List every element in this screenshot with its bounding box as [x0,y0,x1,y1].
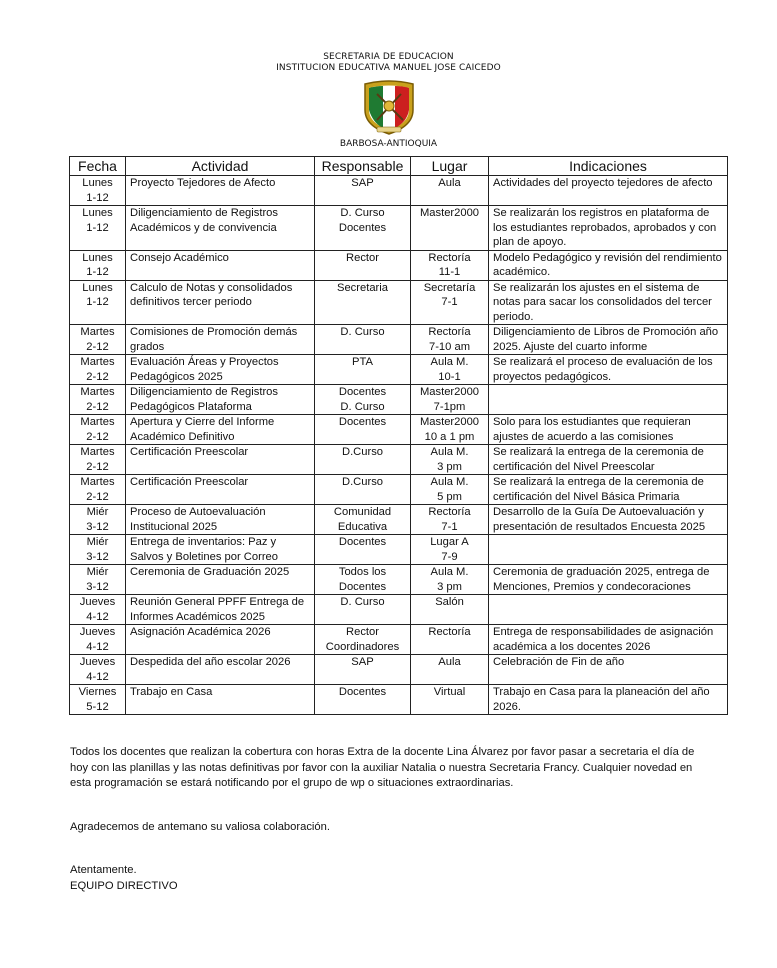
indicaciones-cell [489,505,728,535]
fecha-cell-line: Viernes [78,686,117,698]
responsable-cell [315,280,411,325]
fecha-cell-line: Jueves [79,596,116,608]
lugar-cell [411,625,489,655]
fecha-cell [70,505,126,535]
lugar-cell [411,325,489,355]
table-row [70,206,728,251]
actividad-cell [126,535,315,565]
fecha-cell-line: Lunes [82,207,113,219]
fecha-cell-line: 1-12 [86,296,109,308]
actividad-cell [126,625,315,655]
fecha-cell-line: 1-12 [86,221,109,234]
actividad-cell-text: Trabajo en Casa [130,686,213,698]
indicaciones-cell-text: Se realizará la entrega de la ceremonia de certificación del Nivel Básica Primaria [493,476,704,503]
table-row [70,250,728,280]
lugar-cell [411,280,489,325]
fecha-cell-line: Miér [86,536,109,548]
fecha-cell-line: Martes [80,476,115,488]
responsable-cell [315,505,411,535]
table-row [70,415,728,445]
table-row [70,445,728,475]
fecha-cell-line: Lunes [82,281,113,294]
actividad-cell-text: Certificación Preescolar [130,446,249,458]
column-header: Fecha [70,157,126,176]
fecha-cell-line: 3-12 [86,520,109,533]
actividad-cell [126,445,315,475]
actividad-cell [126,250,315,280]
indicaciones-cell [489,475,728,505]
lugar-cell [411,475,489,505]
actividad-cell [126,655,315,685]
lugar-cell [411,505,489,535]
responsable-cell-line: PTA [352,356,373,368]
document-header [0,52,777,149]
fecha-cell-line: Martes [80,356,115,368]
indicaciones-cell [489,355,728,385]
responsable-cell [315,415,411,445]
lugar-cell [411,595,489,625]
fecha-cell [70,565,126,595]
lugar-cell-line: Rectoría [428,326,471,338]
lugar-cell-line: Secretaría [423,281,476,294]
city-label: BARBOSA-ANTIOQUIA [339,139,438,149]
table-row [70,505,728,535]
fecha-cell-line: Jueves [79,626,116,638]
fecha-cell-line: Martes [80,386,115,398]
fecha-cell [70,280,126,325]
fecha-cell-line: Lunes [82,177,113,189]
indicaciones-cell-text: Solo para los estudiantes que requieran ajustes de acuerdo a las comisiones [493,416,691,443]
indicaciones-cell [489,280,728,325]
indicaciones-cell [489,385,728,415]
indicaciones-cell-text: Modelo Pedagógico y revisión del rendimiento académico. [493,251,722,278]
lugar-cell-line: Virtual [433,686,466,698]
lugar-cell-line: Aula M. [430,356,469,368]
column-header: Actividad [126,157,315,176]
fecha-cell-line: 2-12 [86,430,109,443]
indicaciones-cell [489,206,728,251]
responsable-cell [315,250,411,280]
fecha-cell [70,325,126,355]
actividad-cell [126,505,315,535]
lugar-cell-line: Rectoría [428,506,471,518]
actividad-cell-text: Diligenciamiento de Registros Pedagógicos Plataforma [130,386,278,413]
responsable-cell [315,565,411,595]
schedule-body [70,176,728,715]
lugar-cell-line: Aula M. [430,446,469,458]
lugar-cell-line: Master2000 [419,386,480,398]
fecha-cell-line: 4-12 [86,640,109,653]
actividad-cell-text: Evaluación Áreas y Proyectos Pedagógicos 2025 [130,356,279,383]
lugar-cell-line: 3 pm [437,460,462,473]
responsable-cell [315,655,411,685]
indicaciones-cell [489,535,728,565]
actividad-cell [126,355,315,385]
notes-paragraph: Todos los docentes que realizan la cobertura con horas Extra de la docente Lina Álvarez por favor pasar a secretaria el día de hoy con las planillas y las notas definitivas por favor con la auxiliar Natalia o nuestra Secretaria Francy. Cualquier novedad en esta programación se estará notificando por el grupo de wp o situaciones extraordinarias. [70,746,695,789]
lugar-cell [411,385,489,415]
lugar-cell-line: 7-1 [441,520,458,533]
indicaciones-cell [489,176,728,206]
fecha-cell [70,625,126,655]
lugar-cell-line: 7-1pm [433,400,466,413]
actividad-cell-text: Apertura y Cierre del Informe Académico Definitivo [130,416,275,443]
lugar-cell-line: Aula M. [430,566,469,578]
lugar-cell-line: 10 a 1 pm [424,430,475,443]
lugar-cell [411,685,489,715]
lugar-cell [411,445,489,475]
responsable-cell [315,385,411,415]
responsable-cell [315,535,411,565]
fecha-cell-line: Martes [80,446,115,458]
responsable-cell-line: Rector [346,626,379,638]
table-row [70,325,728,355]
actividad-cell [126,280,315,325]
fecha-cell-line: 2-12 [86,400,109,413]
indicaciones-cell-text: Trabajo en Casa para la planeación del año 2026. [493,686,710,713]
indicaciones-cell [489,445,728,475]
table-row [70,176,728,206]
lugar-cell-line: 11-1 [438,266,461,278]
lugar-cell-line: 10-1 [438,370,461,383]
fecha-cell-line: 1-12 [86,191,109,204]
schedule-table [69,156,728,715]
lugar-cell [411,415,489,445]
lugar-cell [411,176,489,206]
indicaciones-cell [489,655,728,685]
fecha-cell [70,250,126,280]
lugar-cell [411,655,489,685]
fecha-cell-line: Martes [80,326,115,338]
fecha-cell [70,176,126,206]
responsable-cell-line: D. Curso [340,596,385,608]
responsable-cell-line: D.Curso [341,476,384,488]
lugar-cell-line: Aula M. [430,476,469,488]
fecha-cell-line: Miér [86,506,109,518]
responsable-cell-line: D. Curso [340,207,385,219]
table-header-row [70,157,728,176]
lugar-cell-line: Aula [438,177,461,189]
actividad-cell-text: Calculo de Notas y consolidados definitivos tercer periodo [130,281,293,308]
responsable-cell-line: Docentes [338,686,387,698]
column-header: Lugar [411,157,489,176]
indicaciones-cell-text: Celebración de Fin de año [493,656,625,668]
fecha-cell-line: Martes [80,416,115,428]
lugar-cell [411,565,489,595]
responsable-cell-line: Docentes [338,221,387,234]
actividad-cell [126,685,315,715]
actividad-cell [126,475,315,505]
actividad-cell-text: Certificación Preescolar [130,476,249,488]
table-row [70,595,728,625]
signature-line: EQUIPO DIRECTIVO [70,879,178,892]
indicaciones-cell [489,685,728,715]
fecha-cell [70,595,126,625]
indicaciones-cell [489,625,728,655]
responsable-cell [315,685,411,715]
lugar-cell [411,355,489,385]
indicaciones-cell-text: Se realizarán los registros en plataforma de los estudiantes reprobados, aprobados y con plan de apoyo. [493,207,717,248]
actividad-cell-text: Proceso de Autoevaluación Institucional 2025 [130,506,266,533]
responsable-cell-line: Todos los [338,566,387,578]
indicaciones-cell [489,415,728,445]
lugar-cell-line: 7-9 [441,550,458,563]
column-header: Indicaciones [489,157,728,176]
indicaciones-cell-text: Ceremonia de graduación 2025, entrega de Menciones, Premios y condecoraciones [493,566,710,593]
responsable-cell-line: SAP [351,656,374,668]
responsable-cell-line: Coordinadores [325,640,400,653]
fecha-cell-line: Jueves [79,656,116,668]
responsable-cell-line: D. Curso [340,326,385,338]
actividad-cell [126,176,315,206]
lugar-cell-line: Lugar A [430,536,469,548]
table-row [70,625,728,655]
closing-line: Atentamente. [70,864,137,876]
responsable-cell [315,206,411,251]
lugar-cell-line: Salón [435,596,464,608]
column-header: Responsable [315,157,411,176]
notes-section [70,745,710,894]
lugar-cell-line: 3 pm [437,580,462,593]
table-row [70,565,728,595]
responsable-cell-line: Docentes [338,386,387,398]
table-row [70,685,728,715]
responsable-cell [315,595,411,625]
fecha-cell-line: 2-12 [86,370,109,383]
table-row [70,355,728,385]
responsable-cell-line: Rector [346,251,379,264]
responsable-cell [315,475,411,505]
indicaciones-cell-text: Se realizará la entrega de la ceremonia de certificación del Nivel Preescolar [493,446,704,473]
responsable-cell-line: Secretaria [337,281,388,294]
actividad-cell-text: Proyecto Tejedores de Afecto [130,177,276,189]
fecha-cell [70,355,126,385]
lugar-cell [411,250,489,280]
fecha-cell-line: 2-12 [86,340,109,353]
fecha-cell [70,685,126,715]
lugar-cell-line: Rectoría [428,626,471,638]
indicaciones-cell-text: Actividades del proyecto tejedores de afecto [493,177,713,189]
fecha-cell [70,535,126,565]
fecha-cell [70,415,126,445]
actividad-cell [126,415,315,445]
table-row [70,535,728,565]
fecha-cell-line: 2-12 [86,460,109,473]
responsable-cell [315,355,411,385]
responsable-cell [315,176,411,206]
lugar-cell-line: Rectoría [428,251,471,264]
responsable-cell [315,445,411,475]
secretaria-title: SECRETARIA DE EDUCACION [323,52,454,62]
indicaciones-cell-text: Entrega de responsabilidades de asignación académica a los docentes 2026 [493,626,714,653]
actividad-cell-text: Reunión General PPFF Entrega de Informes Académicos 2025 [130,596,305,623]
indicaciones-cell-text: Desarrollo de la Guía De Autoevaluación y presentación de resultados Encuesta 2025 [493,506,706,533]
indicaciones-cell [489,565,728,595]
institution-name: INSTITUCION EDUCATIVA MANUEL JOSE CAICEDO [276,63,501,73]
responsable-cell-line: Docentes [338,416,387,428]
lugar-cell-line: 7-10 am [428,340,471,353]
lugar-cell-line: Master2000 [419,207,480,219]
fecha-cell-line: 1-12 [86,266,109,278]
fecha-cell [70,385,126,415]
responsable-cell-line: Educativa [337,520,388,533]
responsable-cell-line: D. Curso [340,400,385,413]
indicaciones-cell-text: Diligenciamiento de Libros de Promoción año 2025. Ajuste del cuarto informe [493,326,719,353]
responsable-cell-line: Docentes [338,580,387,593]
actividad-cell [126,595,315,625]
fecha-cell [70,445,126,475]
fecha-cell-line: Lunes [82,251,113,264]
responsable-cell-line: Docentes [338,536,387,548]
actividad-cell-text: Ceremonia de Graduación 2025 [130,566,290,578]
school-crest-logo [359,80,419,136]
table-row [70,280,728,325]
lugar-cell-line: Aula [438,656,461,668]
indicaciones-cell-text: Se realizarán los ajustes en el sistema de notas para sacar los consolidados del tercer periodo. [493,281,712,323]
indicaciones-cell-text: Se realizará el proceso de evaluación de los proyectos pedagógicos. [493,356,713,383]
table-row [70,655,728,685]
lugar-cell [411,206,489,251]
fecha-cell [70,655,126,685]
table-row [70,475,728,505]
actividad-cell-text: Entrega de inventarios: Paz y Salvos y Boletines por Correo [130,536,278,563]
actividad-cell [126,206,315,251]
lugar-cell-line: 5 pm [437,490,462,503]
responsable-cell-line: SAP [351,177,374,189]
responsable-cell [315,625,411,655]
indicaciones-cell [489,325,728,355]
fecha-cell-line: 4-12 [86,670,109,683]
fecha-cell-line: 3-12 [86,580,109,593]
actividad-cell-text: Consejo Académico [130,251,229,264]
actividad-cell [126,325,315,355]
actividad-cell-text: Diligenciamiento de Registros Académicos y de convivencia [130,207,278,234]
fecha-cell-line: 4-12 [86,610,109,623]
indicaciones-cell [489,250,728,280]
fecha-cell-line: 5-12 [86,700,109,713]
lugar-cell-line: Master2000 [419,416,480,428]
thanks-line: Agradecemos de antemano su valiosa colaboración. [70,820,330,833]
actividad-cell-text: Comisiones de Promoción demás grados [130,326,298,353]
fecha-cell-line: 3-12 [86,550,109,563]
responsable-cell [315,325,411,355]
fecha-cell [70,475,126,505]
actividad-cell [126,565,315,595]
responsable-cell-line: D.Curso [341,446,384,458]
indicaciones-cell [489,595,728,625]
responsable-cell-line: Comunidad [333,506,392,518]
actividad-cell-text: Asignación Académica 2026 [130,626,271,638]
lugar-cell-line: 7-1 [441,296,458,308]
fecha-cell-line: Miér [86,566,109,578]
actividad-cell [126,385,315,415]
fecha-cell-line: 2-12 [86,490,109,503]
lugar-cell [411,535,489,565]
actividad-cell-text: Despedida del año escolar 2026 [130,656,291,668]
table-row [70,385,728,415]
fecha-cell [70,206,126,251]
